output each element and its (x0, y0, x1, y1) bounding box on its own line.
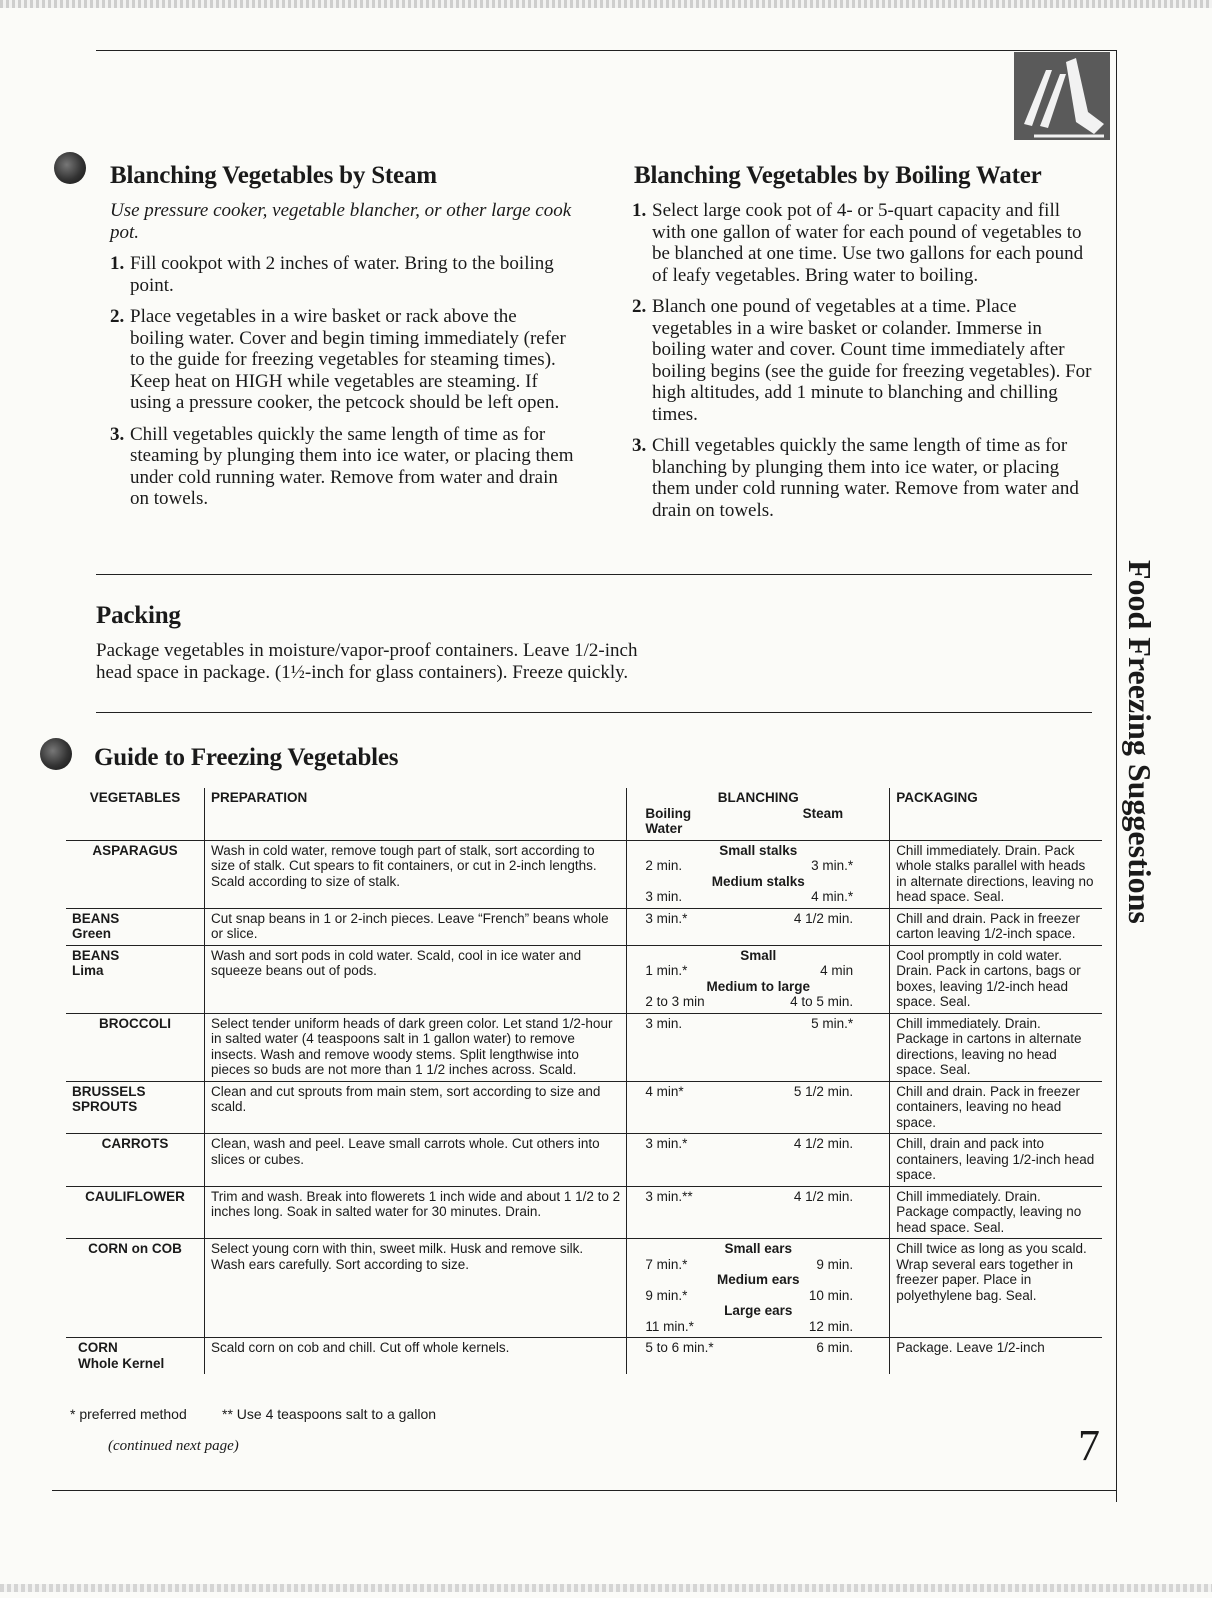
header-preparation: PREPARATION (204, 788, 626, 840)
header-blanching: BLANCHING Boiling Steam Water (627, 788, 890, 840)
table-header-row (66, 788, 1102, 840)
bottom-rule (52, 1490, 1116, 1491)
veg-prep: Select young corn with thin, sweet milk. Husk and remove silk. Wash ears carefully. Sort according to size. (204, 1239, 626, 1338)
boiling-steps (626, 200, 1094, 521)
table-row (66, 1134, 1102, 1187)
veg-name: CORN on COB (66, 1239, 204, 1338)
veg-name: BEANS Lima (66, 945, 204, 1013)
veg-prep: Select tender uniform heads of dark green color. Let stand 1/2-hour in salted water (4 teaspoons salt in 1 gallon water) to remove insects. Wash and remove woody stems. Split lengthwise into pieces so buds are not more than 1 1/2 inches across. Scald. (204, 1013, 626, 1081)
veg-pack: Chill immediately. Drain. Package compactly, leaving no head space. Seal. (890, 1186, 1102, 1239)
steam-steps (104, 253, 574, 510)
steam-step: 3. Chill vegetables quickly the same length of time as for steaming by plunging them into ice water, or placing them under cold running water. Remove from water and drain on towels. (110, 423, 574, 509)
veg-blanch: 4 min* 5 1/2 min. (627, 1081, 890, 1134)
packing-line: Package vegetables in moisture/vapor-proof containers. Leave 1/2-inch (96, 640, 638, 661)
table-row (66, 1013, 1102, 1081)
freezer-logo-icon (1014, 52, 1110, 140)
header-vegetables: VEGETABLES (66, 788, 204, 840)
veg-blanch: Small 1 min.* 4 min Medium to large 2 to 3 min 4 to 5 min. (627, 945, 890, 1013)
boiling-title: Blanching Vegetables by Boiling Water (634, 162, 1042, 189)
veg-pack: Chill, drain and pack into containers, leaving 1/2-inch head space. (890, 1134, 1102, 1187)
veg-pack: Chill immediately. Drain. Pack whole stalks parallel with heads in alternate directions, leaving no head space. Seal. (890, 840, 1102, 908)
veg-name: CAULIFLOWER (66, 1186, 204, 1239)
freezing-guide-table (66, 788, 1102, 1374)
section-rule (96, 712, 1092, 713)
veg-prep: Scald corn on cob and chill. Cut off whole kernels. (204, 1338, 626, 1375)
veg-pack: Chill twice as long as you scald. Wrap several ears together in freezer paper. Place in polyethylene bag. Seal. (890, 1239, 1102, 1338)
header-steam: Steam (802, 805, 844, 821)
veg-pack: Package. Leave 1/2-inch (890, 1338, 1102, 1375)
veg-prep: Cut snap beans in 1 or 2-inch pieces. Leave “French” beans whole or slice. (204, 908, 626, 945)
veg-name: CORN Whole Kernel (78, 1340, 165, 1371)
page-number: 7 (1078, 1421, 1100, 1470)
veg-blanch: 3 min.** 4 1/2 min. (627, 1186, 890, 1239)
veg-name: CARROTS (66, 1134, 204, 1187)
table-row (66, 1081, 1102, 1134)
veg-prep: Clean, wash and peel. Leave small carrots whole. Cut others into slices or cubes. (204, 1134, 626, 1187)
veg-name: BEANS Green (66, 908, 204, 945)
table-row (66, 1239, 1102, 1338)
veg-blanch: Small stalks 2 min. 3 min.* Medium stalks 3 min. 4 min.* (627, 840, 890, 908)
steam-step: 2. Place vegetables in a wire basket or rack above the boiling water. Cover and begin timing immediately (refer to the guide for freezing vegetables for steaming times). Keep heat on HIGH while vegetables are steaming. If using a pressure cooker, the petcock should be left open. (110, 306, 566, 413)
top-rule (96, 50, 1116, 51)
table-row (66, 908, 1102, 945)
boiling-step: 2. Blanch one pound of vegetables at a time. Place vegetables in a wire basket or colander. Immerse in boiling water and cover. Count time immediately after boiling begins (see the guide for freezing vegetables). For high altitudes, add 1 minute to blanching and chilling times. (632, 296, 1092, 425)
packing-text (96, 640, 796, 684)
veg-pack: Chill immediately. Drain. Package in cartons in alternate directions, leaving no head space. Seal. (890, 1013, 1102, 1081)
footnote-salt: ** Use 4 teaspoons salt to a gallon (222, 1406, 437, 1422)
veg-blanch: 5 to 6 min.* 6 min. (627, 1338, 890, 1375)
veg-prep: Trim and wash. Break into flowerets 1 inch wide and about 1 1/2 to 2 inches long. Soak in salted water for 30 minutes. Drain. (204, 1186, 626, 1239)
table-row (66, 1186, 1102, 1239)
veg-name: ASPARAGUS (66, 840, 204, 908)
continued-note: (continued next page) (108, 1438, 239, 1454)
header-packaging: PACKAGING (890, 788, 1102, 840)
header-water: Water (645, 821, 683, 836)
table-row (66, 1338, 1102, 1375)
steam-column (104, 200, 574, 520)
steam-title: Blanching Vegetables by Steam (110, 162, 437, 189)
steam-step: 1. Fill cookpot with 2 inches of water. Bring to the boiling point. (110, 253, 554, 296)
veg-name: BRUSSELS SPROUTS (66, 1081, 204, 1134)
packing-line: head space in package. (1½-inch for glass containers). Freeze quickly. (96, 662, 629, 683)
section-bullet-icon (54, 152, 86, 184)
footnote-preferred: * preferred method (70, 1406, 187, 1422)
table-row (66, 945, 1102, 1013)
section-rule (96, 574, 1092, 575)
header-boiling: Boiling (645, 805, 692, 821)
veg-blanch: 3 min.* 4 1/2 min. (627, 908, 890, 945)
veg-prep: Wash in cold water, remove tough part of stalk, sort according to size of stalk. Cut spears to fit containers, or cut in 2-inch lengths. Scald according to size of stalk. (204, 840, 626, 908)
boiling-column (626, 200, 1094, 531)
guide-title: Guide to Freezing Vegetables (94, 744, 399, 771)
veg-pack: Chill and drain. Pack in freezer carton leaving 1/2-inch space. (890, 908, 1102, 945)
side-tab-title (1124, 560, 1158, 980)
veg-prep: Wash and sort pods in cold water. Scald, cool in ice water and squeeze beans out of pods. (204, 945, 626, 1013)
scan-edge-bottom (0, 1584, 1212, 1592)
veg-name: BROCCOLI (66, 1013, 204, 1081)
side-tab-text: Food Freezing Suggestions (1122, 560, 1158, 924)
veg-blanch: 3 min. 5 min.* (627, 1013, 890, 1081)
section-bullet-icon (40, 738, 72, 770)
steam-intro: Use pressure cooker, vegetable blancher, or other large cook pot. (110, 200, 572, 243)
boiling-step: 3. Chill vegetables quickly the same length of time as for blanching by plunging them into ice water, or placing them under cold running water. Remove from water and drain on towels. (632, 435, 1079, 521)
veg-blanch: 3 min.* 4 1/2 min. (627, 1134, 890, 1187)
veg-pack: Chill and drain. Pack in freezer containers, leaving no head space. (890, 1081, 1102, 1134)
veg-blanch: Small ears 7 min.* 9 min. Medium ears 9 min.* 10 min. Large ears 11 min.* 12 min. (627, 1239, 890, 1338)
packing-title: Packing (96, 602, 181, 629)
scan-edge-top (0, 0, 1212, 8)
veg-prep: Clean and cut sprouts from main stem, sort according to size and scald. (204, 1081, 626, 1134)
veg-pack: Cool promptly in cold water. Drain. Pack in cartons, bags or boxes, leaving 1/2-inch head space. Seal. (890, 945, 1102, 1013)
boiling-step: 1. Select large cook pot of 4- or 5-quart capacity and fill with one gallon of water for each pound of vegetables to be blanched at one time. Use two gallons for each pound of leafy vegetables. Bring water to boiling. (632, 200, 1084, 286)
table-row (66, 840, 1102, 908)
